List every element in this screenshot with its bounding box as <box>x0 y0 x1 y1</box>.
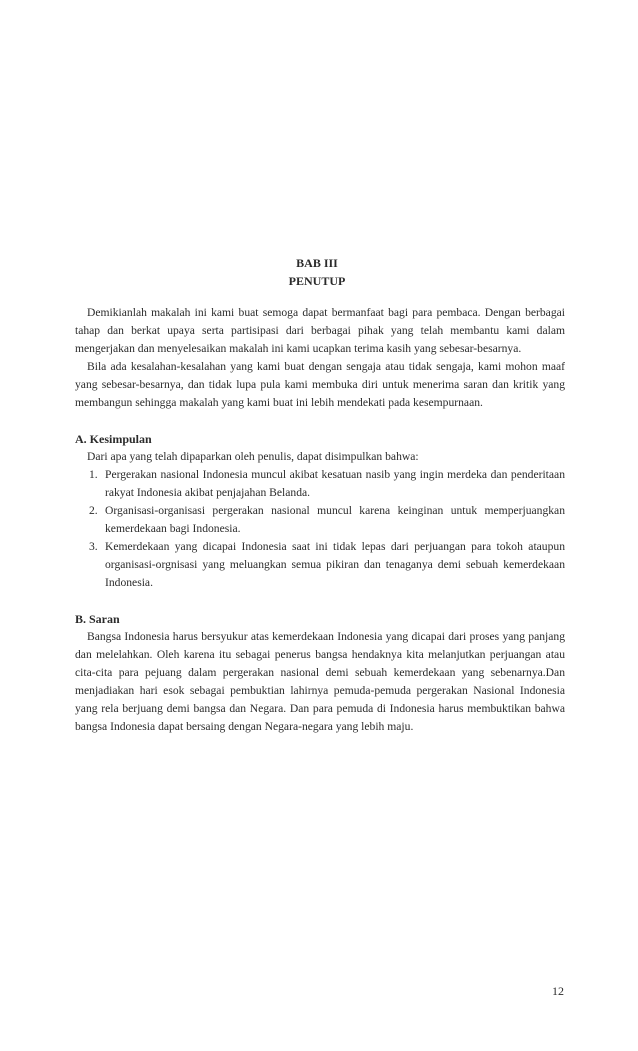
list-item-text: Organisasi-organisasi pergerakan nasional muncul karena keinginan untuk memperjuangkan kemerdekaan bagi Indonesia. <box>105 504 565 535</box>
list-item-text: Kemerdekaan yang dicapai Indonesia saat ini tidak lepas dari perjuangan para tokoh ataupun organisasi-orgnisasi yang meluangkan semua pikiran dan tenaganya demi sebuah kemerdekaan Indonesia. <box>105 540 565 589</box>
kesimpulan-lead: Dari apa yang telah dipaparkan oleh penulis, dapat disimpulkan bahwa: <box>87 450 419 463</box>
list-number: 2. <box>89 504 98 517</box>
saran-paragraph: Bangsa Indonesia harus bersyukur atas kemerdekaan Indonesia yang dicapai dari proses yang panjang dan melelahkan. Oleh karena itu sebagai penerus bangsa hendaknya kita melanjutkan perjuangan atau cita-cita para pejuang dalam pergerakan nasional demi sebuah kemerdekaan yang sebenarnya.Dan menjadiakan hari esok sebagai pembuktian lahirnya pemuda-pemuda pergerakan Nasional Indonesia yang rela berjuang demi bangsa dan Negara. Dan para pemuda di Indonesia harus membuktikan bahwa bangsa Indonesia dapat bersaing dengan Negara-negara yang lebih maju. <box>75 630 565 733</box>
intro-paragraph: Demikianlah makalah ini kami buat semoga dapat bermanfaat bagi para pembaca. Dengan berbagai tahap dan berkat upaya serta partisipasi dari berbagai pihak yang telah membantu kami dalam mengerjakan dan menyelesaikan makalah ini kami ucapkan terima kasih yang sebesar-besarnya. <box>75 306 565 355</box>
chapter-number-text: BAB III <box>296 256 338 270</box>
page-number: 12 <box>552 984 564 998</box>
chapter-body <box>75 304 565 736</box>
kesimpulan-list <box>75 466 565 592</box>
list-item <box>75 502 565 538</box>
chapter-title <box>0 274 638 289</box>
list-item <box>75 466 565 502</box>
chapter-number <box>0 256 638 271</box>
list-item <box>75 538 565 592</box>
section-heading-kesimpulan: A. Kesimpulan <box>75 432 152 446</box>
list-number: 1. <box>89 468 98 481</box>
intro-paragraph: Bila ada kesalahan-kesalahan yang kami buat dengan sengaja atau tidak sengaja, kami mohon maaf yang sebesar-besarnya, dan tidak lupa pula kami membuka diri untuk menerima saran dan kritik yang membangun sehingga makalah yang kami buat ini lebih mendekati pada kesempurnaan. <box>75 360 565 409</box>
list-number: 3. <box>89 540 98 553</box>
list-item-text: Pergerakan nasional Indonesia muncul akibat kesatuan nasib yang ingin merdeka dan penderitaan rakyat Indonesia akibat penjajahan Belanda. <box>105 468 565 499</box>
chapter-title-text: PENUTUP <box>288 274 346 288</box>
section-heading-saran: B. Saran <box>75 612 120 626</box>
